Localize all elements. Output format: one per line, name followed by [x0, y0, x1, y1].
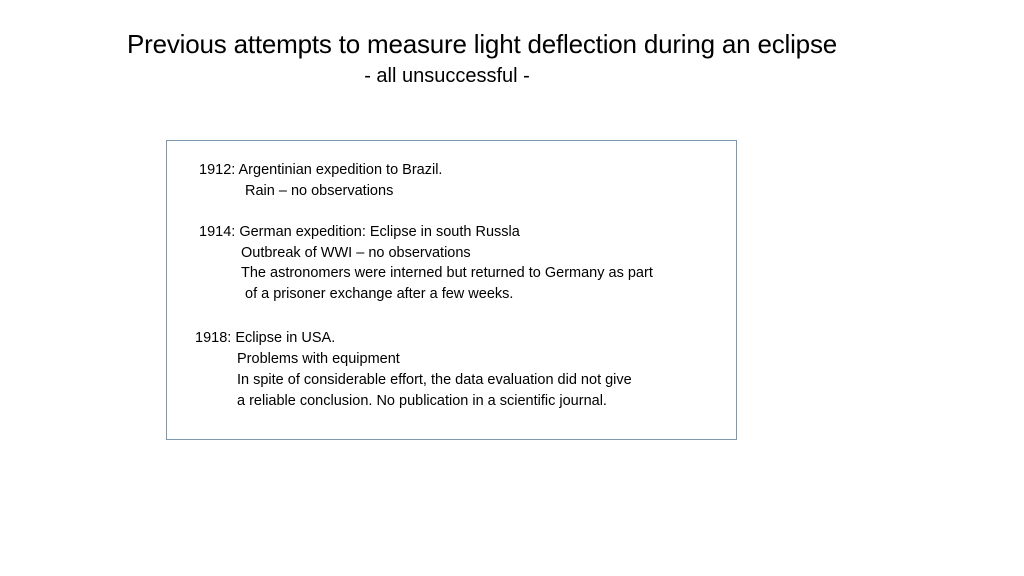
entry-1918-detail: a reliable conclusion. No publication in a scientific journal. — [237, 393, 607, 409]
entry-1914-detail: Outbreak of WWI – no observations — [241, 245, 471, 261]
entry-1912-heading: 1912: Argentinian expedition to Brazil. — [199, 162, 443, 178]
entry-1914-detail: of a prisoner exchange after a few weeks. — [241, 286, 514, 302]
entry-1918-detail: Problems with equipment — [237, 351, 400, 367]
slide-subtitle: - all unsuccessful - — [364, 65, 530, 87]
entry-1918-heading: 1918: Eclipse in USA. — [195, 330, 336, 346]
content-box — [166, 140, 737, 440]
slide-title: Previous attempts to measure light deflection during an eclipse — [126, 29, 838, 59]
entry-1912-detail: Rain – no observations — [245, 183, 394, 199]
entry-1914-heading: 1914: German expedition: Eclipse in south Russla — [199, 224, 520, 240]
entry-1918-detail: In spite of considerable effort, the data evaluation did not give — [237, 372, 632, 388]
entry-1914-detail: The astronomers were interned but returned to Germany as part — [241, 265, 653, 281]
